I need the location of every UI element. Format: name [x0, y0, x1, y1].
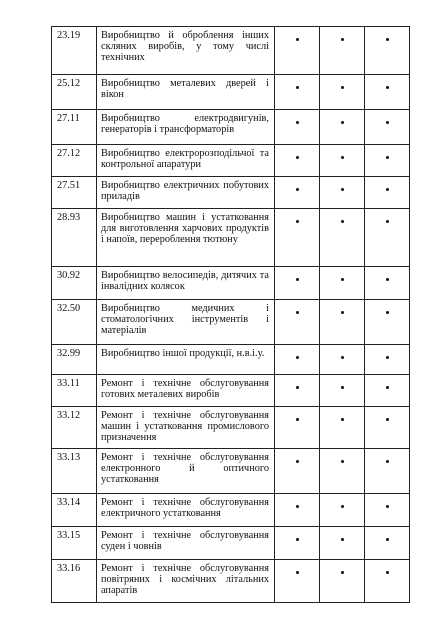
mark-cell	[365, 494, 410, 527]
table-row	[52, 494, 410, 527]
bullet-mark	[386, 386, 389, 389]
bullet-mark	[386, 505, 389, 508]
mark-cell	[320, 345, 365, 375]
mark-cell	[365, 209, 410, 267]
activity-code: 30.92	[52, 267, 97, 300]
bullet-mark	[341, 156, 344, 159]
table-row	[52, 449, 410, 494]
bullet-mark	[341, 86, 344, 89]
bullet-mark	[341, 356, 344, 359]
activity-code: 33.14	[52, 494, 97, 527]
activity-code: 32.99	[52, 345, 97, 375]
mark-cell	[320, 75, 365, 110]
activity-description: Ремонт і технічне обслуговування повітряних і космічних літальних апаратів	[97, 560, 275, 603]
bullet-mark	[296, 538, 299, 541]
mark-cell	[275, 527, 320, 560]
activity-code: 33.12	[52, 407, 97, 449]
table-row	[52, 300, 410, 345]
mark-cell	[275, 345, 320, 375]
mark-cell	[320, 145, 365, 177]
mark-cell	[275, 300, 320, 345]
mark-cell	[275, 110, 320, 145]
bullet-mark	[296, 220, 299, 223]
bullet-mark	[341, 311, 344, 314]
mark-cell	[275, 145, 320, 177]
mark-cell	[320, 494, 365, 527]
mark-cell	[320, 27, 365, 75]
activity-description: Виробництво металевих дверей і вікон	[97, 75, 275, 110]
mark-cell	[365, 407, 410, 449]
mark-cell	[365, 110, 410, 145]
mark-cell	[275, 560, 320, 603]
table-row	[52, 209, 410, 267]
table-row	[52, 527, 410, 560]
mark-cell	[365, 75, 410, 110]
bullet-mark	[296, 188, 299, 191]
table-row	[52, 27, 410, 75]
mark-cell	[320, 407, 365, 449]
activity-codes-table	[51, 26, 410, 603]
activity-code: 33.16	[52, 560, 97, 603]
mark-cell	[320, 300, 365, 345]
mark-cell	[275, 449, 320, 494]
bullet-mark	[296, 571, 299, 574]
table-row	[52, 267, 410, 300]
mark-cell	[365, 375, 410, 407]
activity-code: 33.11	[52, 375, 97, 407]
activity-description: Ремонт і технічне обслуговування готових металевих виробів	[97, 375, 275, 407]
bullet-mark	[341, 538, 344, 541]
bullet-mark	[386, 220, 389, 223]
activity-code: 23.19	[52, 27, 97, 75]
bullet-mark	[296, 505, 299, 508]
bullet-mark	[386, 156, 389, 159]
mark-cell	[275, 375, 320, 407]
activity-code: 27.11	[52, 110, 97, 145]
mark-cell	[320, 110, 365, 145]
bullet-mark	[341, 460, 344, 463]
table-row	[52, 407, 410, 449]
bullet-mark	[296, 460, 299, 463]
bullet-mark	[296, 278, 299, 281]
activity-description: Виробництво електродвигунів, генераторів і трансформаторів	[97, 110, 275, 145]
mark-cell	[320, 209, 365, 267]
mark-cell	[365, 560, 410, 603]
activity-code: 27.12	[52, 145, 97, 177]
bullet-mark	[386, 311, 389, 314]
table-row	[52, 375, 410, 407]
bullet-mark	[296, 356, 299, 359]
activity-description: Виробництво й оброблення інших скляних виробів, у тому числі технічних	[97, 27, 275, 75]
table-row	[52, 75, 410, 110]
mark-cell	[365, 527, 410, 560]
mark-cell	[365, 177, 410, 209]
mark-cell	[275, 267, 320, 300]
mark-cell	[275, 494, 320, 527]
activity-code: 25.12	[52, 75, 97, 110]
activity-description: Виробництво іншої продукції, н.в.і.у.	[97, 345, 275, 375]
bullet-mark	[341, 418, 344, 421]
bullet-mark	[296, 86, 299, 89]
mark-cell	[365, 267, 410, 300]
activity-description: Ремонт і технічне обслуговування електричного устатковання	[97, 494, 275, 527]
activity-description: Виробництво медичних і стоматологічних інструментів і матеріалів	[97, 300, 275, 345]
activity-code: 32.50	[52, 300, 97, 345]
mark-cell	[275, 27, 320, 75]
activity-description: Виробництво велосипедів, дитячих та інвалідних колясок	[97, 267, 275, 300]
activity-description: Ремонт і технічне обслуговування суден і човнів	[97, 527, 275, 560]
activity-description: Виробництво електричних побутових приладів	[97, 177, 275, 209]
activity-code: 28.93	[52, 209, 97, 267]
mark-cell	[320, 267, 365, 300]
bullet-mark	[341, 121, 344, 124]
table-row	[52, 110, 410, 145]
activity-description: Ремонт і технічне обслуговування електронного й оптичного устатковання	[97, 449, 275, 494]
bullet-mark	[341, 571, 344, 574]
mark-cell	[275, 407, 320, 449]
bullet-mark	[341, 220, 344, 223]
bullet-mark	[386, 460, 389, 463]
table-row	[52, 345, 410, 375]
bullet-mark	[386, 538, 389, 541]
mark-cell	[275, 177, 320, 209]
bullet-mark	[296, 386, 299, 389]
bullet-mark	[341, 386, 344, 389]
bullet-mark	[386, 418, 389, 421]
bullet-mark	[296, 311, 299, 314]
mark-cell	[275, 209, 320, 267]
mark-cell	[275, 75, 320, 110]
bullet-mark	[386, 38, 389, 41]
mark-cell	[320, 527, 365, 560]
mark-cell	[365, 300, 410, 345]
bullet-mark	[296, 156, 299, 159]
mark-cell	[365, 145, 410, 177]
mark-cell	[320, 177, 365, 209]
bullet-mark	[341, 505, 344, 508]
bullet-mark	[386, 356, 389, 359]
mark-cell	[320, 560, 365, 603]
bullet-mark	[296, 121, 299, 124]
mark-cell	[365, 345, 410, 375]
bullet-mark	[341, 188, 344, 191]
table-body	[52, 27, 410, 603]
activity-code: 27.51	[52, 177, 97, 209]
table-row	[52, 560, 410, 603]
activity-code: 33.15	[52, 527, 97, 560]
activity-description: Ремонт і технічне обслуговування машин і устатковання промислового призначення	[97, 407, 275, 449]
mark-cell	[365, 27, 410, 75]
mark-cell	[365, 449, 410, 494]
bullet-mark	[296, 38, 299, 41]
mark-cell	[320, 375, 365, 407]
activity-description: Виробництво електророзподільчої та контрольної апаратури	[97, 145, 275, 177]
activity-description: Виробництво машин і устатковання для виготовлення харчових продуктів і напоїв, перероблення тютюну	[97, 209, 275, 267]
bullet-mark	[386, 278, 389, 281]
bullet-mark	[386, 188, 389, 191]
bullet-mark	[386, 121, 389, 124]
bullet-mark	[296, 418, 299, 421]
bullet-mark	[386, 571, 389, 574]
activity-code: 33.13	[52, 449, 97, 494]
bullet-mark	[341, 38, 344, 41]
bullet-mark	[386, 86, 389, 89]
mark-cell	[320, 449, 365, 494]
bullet-mark	[341, 278, 344, 281]
table-row	[52, 177, 410, 209]
table-row	[52, 145, 410, 177]
